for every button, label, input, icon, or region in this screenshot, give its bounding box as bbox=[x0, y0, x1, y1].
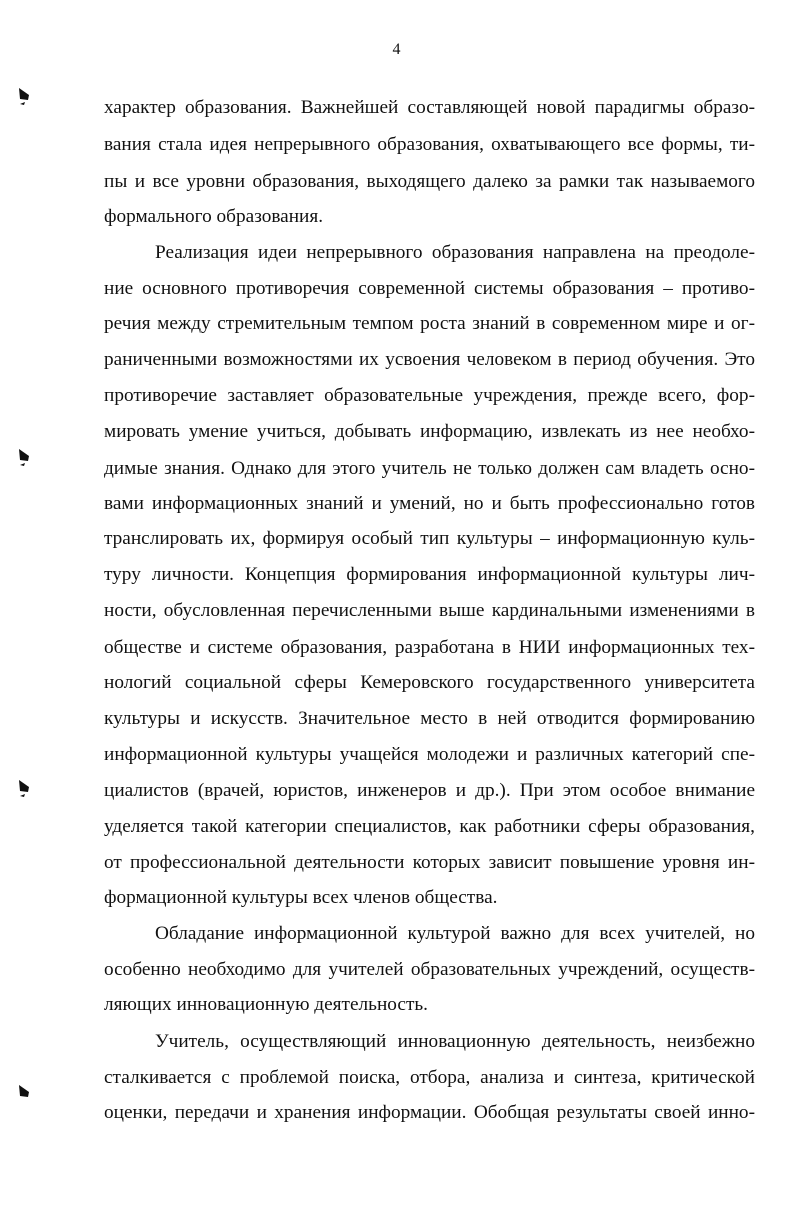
text-line: от профессиональной деятельности которых зависит повышение уровня ин- bbox=[104, 852, 755, 873]
text-line: обществе и системе образования, разработана в НИИ информационных тех- bbox=[104, 637, 755, 658]
text-line: димые знания. Однако для этого учитель не только должен сам владеть осно- bbox=[104, 458, 755, 479]
text-line: ности, обусловленная перечисленными выше кардинальными изменениями в bbox=[104, 600, 755, 621]
text-line: мировать умение учиться, добывать информацию, извлекать из нее необхо- bbox=[104, 421, 755, 442]
text-line: Реализация идеи непрерывного образования направлена на преодоле- bbox=[155, 242, 755, 263]
text-line: пы и все уровни образования, выходящего далеко за рамки так называемого bbox=[104, 171, 755, 192]
text-line: сталкивается с проблемой поиска, отбора, анализа и синтеза, критической bbox=[104, 1067, 755, 1088]
punch-mark-icon bbox=[17, 1083, 31, 1109]
text-line: формационной культуры всех членов общества. bbox=[104, 887, 498, 908]
page-number: 4 bbox=[392, 41, 401, 58]
text-line: вами информационных знаний и умений, но и быть профессионально готов bbox=[104, 493, 755, 514]
text-line: информационной культуры учащейся молодежи и различных категорий спе- bbox=[104, 744, 755, 765]
text-line: противоречие заставляет образовательные учреждения, прежде всего, фор- bbox=[104, 385, 755, 406]
text-line: Обладание информационной культурой важно для всех учителей, но bbox=[155, 923, 755, 944]
punch-mark-icon bbox=[17, 86, 31, 112]
text-line: ние основного противоречия современной системы образования – противо- bbox=[104, 278, 755, 299]
text-line: циалистов (врачей, юристов, инженеров и др.). При этом особое внимание bbox=[104, 780, 755, 801]
text-line: раниченными возможностями их усвоения человеком в период обучения. Это bbox=[104, 349, 755, 370]
text-line: культуры и искусств. Значительное место в ней отводится формированию bbox=[104, 708, 755, 729]
text-line: нологий социальной сферы Кемеровского государственного университета bbox=[104, 672, 755, 693]
text-line: оценки, передачи и хранения информации. Обобщая результаты своей инно- bbox=[104, 1102, 755, 1123]
text-line: туру личности. Концепция формирования информационной культуры лич- bbox=[104, 564, 755, 585]
punch-mark-icon bbox=[17, 778, 31, 804]
text-line: речия между стремительным темпом роста знаний в современном мире и ог- bbox=[104, 313, 755, 334]
punch-mark-icon bbox=[17, 447, 31, 473]
text-line: особенно необходимо для учителей образовательных учреждений, осуществ- bbox=[104, 959, 755, 980]
text-line: вания стала идея непрерывного образования, охватывающего все формы, ти- bbox=[104, 134, 755, 155]
text-line: транслировать их, формируя особый тип культуры – информационную куль- bbox=[104, 528, 755, 549]
text-line: характер образования. Важнейшей составляющей новой парадигмы образо- bbox=[104, 97, 755, 118]
text-line: ляющих инновационную деятельность. bbox=[104, 994, 428, 1015]
text-line: формального образования. bbox=[104, 206, 324, 227]
text-line: уделяется такой категории специалистов, как работники сферы образования, bbox=[104, 816, 755, 837]
text-line: Учитель, осуществляющий инновационную деятельность, неизбежно bbox=[155, 1031, 755, 1052]
